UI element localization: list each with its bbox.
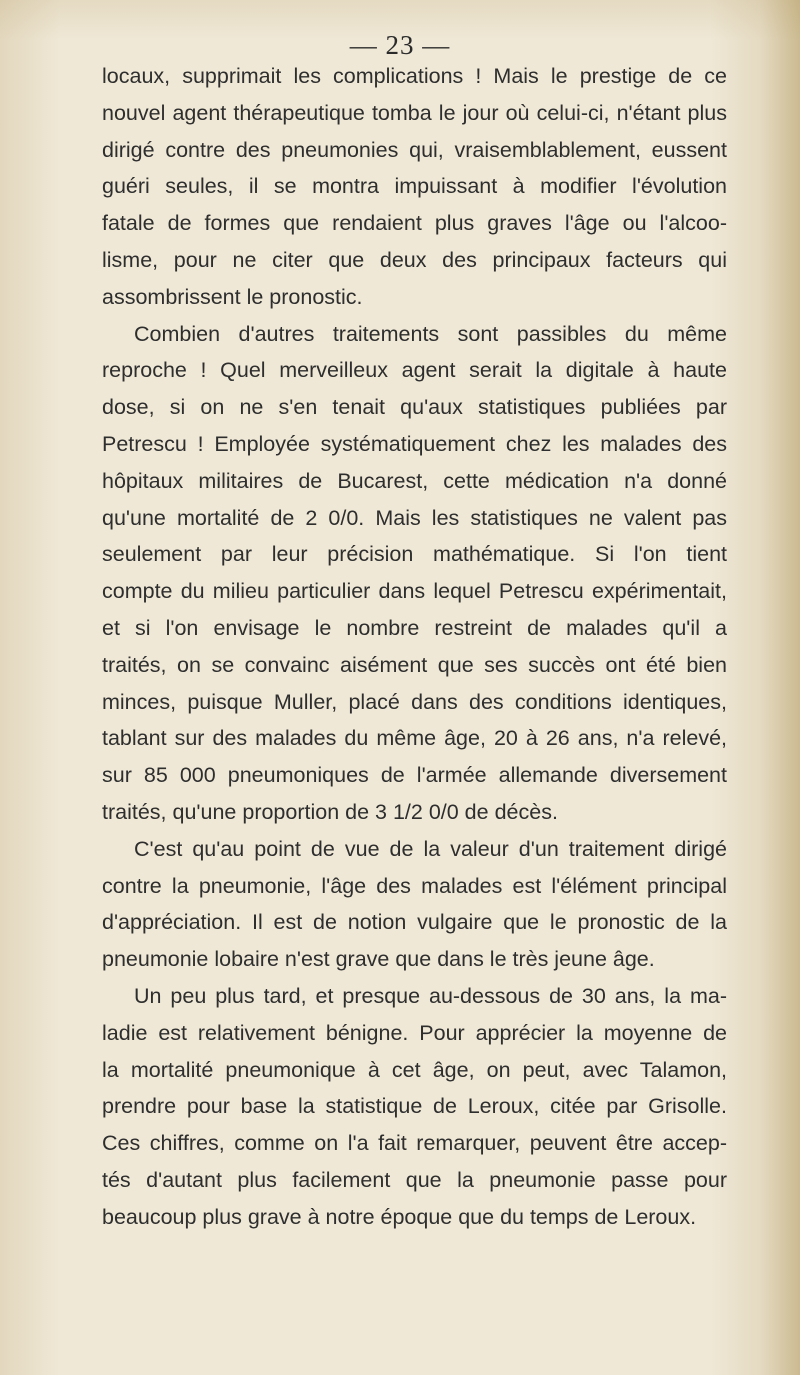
page-number: — 23 — <box>349 30 451 60</box>
text-line: beaucoup plus grave à notre époque que du temps de Leroux. <box>102 1204 697 1229</box>
text-line: seulement par leur précision mathématique. Si l'on tient <box>102 542 727 567</box>
text-line: pneumonie lobaire n'est grave que dans le très jeune âge. <box>102 947 655 972</box>
text-line: locaux, supprimait les complications ! Mais le prestige de ce <box>102 64 727 88</box>
text-line: hôpitaux militaires de Bucarest, cette médication n'a donné <box>102 468 727 493</box>
text-line: ladie est relativement bénigne. Pour apprécier la moyenne de <box>102 1020 727 1045</box>
text-line: lisme, pour ne citer que deux des principaux facteurs qui <box>102 247 727 272</box>
text-line: et si l'on envisage le nombre restreint de malades qu'il a <box>102 615 727 640</box>
text-line: prendre pour base la statistique de Leroux, citée par Grisolle. <box>102 1094 727 1119</box>
paragraph-start-line: C'est qu'au point de vue de la valeur d'un traitement dirigé <box>134 836 727 861</box>
text-line: la mortalité pneumonique à cet âge, on peut, avec Talamon, <box>102 1057 727 1082</box>
text-line: traités, qu'une proportion de 3 1/2 0/0 de décès. <box>102 799 558 824</box>
text-line: guéri seules, il se montra impuissant à modifier l'évolution <box>102 174 727 199</box>
text-line: sur 85 000 pneumoniques de l'armée allemande diversement <box>102 763 727 788</box>
text-line: traités, on se convainc aisément que ses succès ont été bien <box>102 652 727 677</box>
text-line: nouvel agent thérapeutique tomba le jour où celui-ci, n'étant plus <box>102 100 727 125</box>
text-line: reproche ! Quel merveilleux agent serait la digitale à haute <box>102 358 727 383</box>
text-line: fatale de formes que rendaient plus graves l'âge ou l'alcoo- <box>102 211 727 236</box>
text-line: minces, puisque Muller, placé dans des conditions identiques, <box>102 689 727 714</box>
text-line: tés d'autant plus facilement que la pneumonie passe pour <box>102 1167 727 1192</box>
text-line: dose, si on ne s'en tenait qu'aux statistiques publiées par <box>102 395 727 420</box>
text-line: contre la pneumonie, l'âge des malades est l'élément principal <box>102 873 727 898</box>
body-text <box>102 58 727 1236</box>
text-line: d'appréciation. Il est de notion vulgaire que le pronostic de la <box>102 910 727 935</box>
text-line: Ces chiffres, comme on l'a fait remarquer, peuvent être accep- <box>102 1131 727 1156</box>
text-line: compte du milieu particulier dans lequel Petrescu expérimentait, <box>102 579 727 604</box>
paragraph-start-line: Un peu plus tard, et presque au-dessous de 30 ans, la ma- <box>134 983 727 1008</box>
text-line: dirigé contre des pneumonies qui, vraisemblablement, eussent <box>102 137 727 162</box>
text-line: tablant sur des malades du même âge, 20 à 26 ans, n'a relevé, <box>102 726 727 751</box>
text-line: qu'une mortalité de 2 0/0. Mais les statistiques ne valent pas <box>102 505 727 530</box>
text-line: Petrescu ! Employée systématiquement chez les malades des <box>102 431 727 456</box>
paragraph-start-line: Combien d'autres traitements sont passibles du même <box>134 321 727 346</box>
text-line: assombrissent le pronostic. <box>102 284 363 309</box>
